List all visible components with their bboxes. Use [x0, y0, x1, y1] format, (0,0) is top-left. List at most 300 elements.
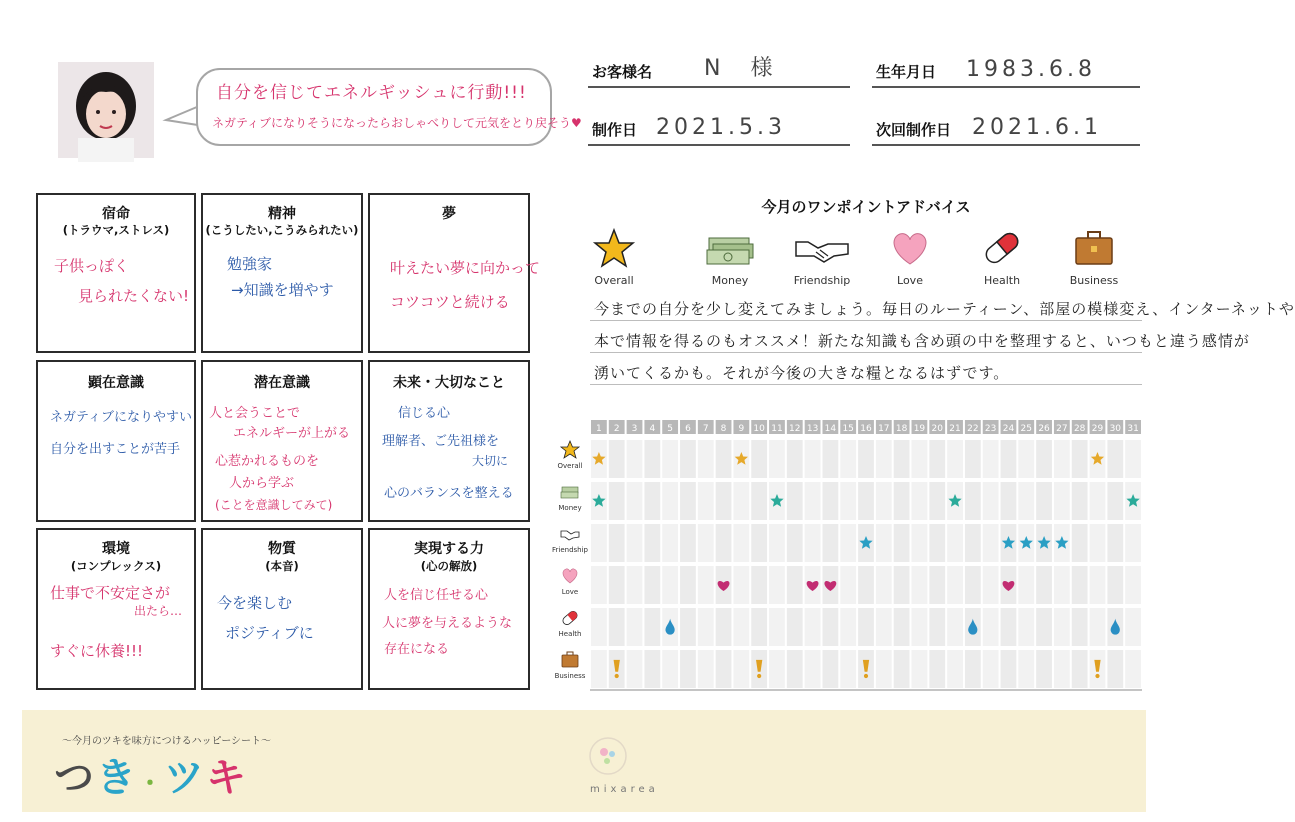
calendar-cell [1018, 608, 1034, 646]
calendar-cell [1125, 566, 1141, 604]
calendar-cell [787, 440, 803, 478]
box-seishin [201, 193, 363, 353]
customer-value: N 様 [704, 56, 777, 81]
calendar-cell [609, 524, 625, 562]
logo-char: つ [54, 755, 96, 801]
box-title: 物質 [268, 541, 296, 557]
day-number: 20 [931, 424, 943, 434]
day-number: 26 [1038, 424, 1050, 434]
calendar-cell [912, 482, 928, 520]
created-field [588, 114, 850, 146]
calendar-row-label [548, 650, 592, 680]
birthday-value: 1983.6.8 [966, 57, 1096, 82]
day-number: 23 [984, 424, 997, 434]
avatar [58, 62, 154, 158]
customer-label: お客様名 [592, 63, 653, 81]
calendar-row-label [548, 608, 592, 638]
box-note: →知識を増やす [231, 281, 334, 299]
calendar-cell [876, 524, 892, 562]
calendar-cell [983, 482, 999, 520]
calendar-cell [894, 650, 910, 688]
mixarea-logo-icon [588, 736, 628, 776]
calendar-cell [805, 440, 821, 478]
category-overall [574, 228, 654, 287]
calendar-cell [912, 524, 928, 562]
calendar-cell [787, 524, 803, 562]
calendar-cell [912, 650, 928, 688]
pill-icon [548, 608, 592, 630]
calendar-cell [662, 440, 678, 478]
exclaim-dot [1095, 674, 1099, 678]
calendar-cell [627, 650, 643, 688]
calendar-cell [858, 608, 874, 646]
category-label: Overall [594, 274, 634, 287]
calendar-cell [1036, 608, 1052, 646]
created-value: 2021.5.3 [656, 115, 786, 140]
calendar-cell [822, 440, 838, 478]
calendar-cell [698, 650, 714, 688]
advice-line-2: 本で情報を得るのもオススメ！新たな知識も含め頭の中を整理すると、いつもと違う感情が [594, 332, 1250, 350]
customer-field [588, 56, 850, 88]
box-note: 人から学ぶ [229, 476, 295, 491]
day-number: 10 [753, 424, 765, 434]
calendar-cell [1107, 566, 1123, 604]
calendar-cell [591, 524, 607, 562]
calendar-cell [876, 440, 892, 478]
calendar-cell [1054, 566, 1070, 604]
calendar-cell [751, 566, 767, 604]
calendar-cell [1054, 440, 1070, 478]
briefcase-icon [548, 650, 592, 672]
calendar-cell [1072, 524, 1088, 562]
calendar-cell [858, 482, 874, 520]
calendar-cell [769, 524, 785, 562]
handshake-icon [794, 228, 850, 268]
calendar-cell [805, 482, 821, 520]
calendar-cell [1090, 566, 1106, 604]
calendar-cell [716, 608, 732, 646]
calendar-cell [1001, 608, 1017, 646]
box-mirai [368, 360, 530, 522]
calendar-cell [680, 608, 696, 646]
next-label: 次回制作日 [876, 121, 952, 139]
calendar-cell [1036, 566, 1052, 604]
day-number: 21 [949, 424, 961, 434]
box-note: 理解者、ご先祖様を [382, 434, 500, 449]
category-health [962, 228, 1042, 287]
box-note: ポジティブに [225, 624, 314, 642]
footer-banner [22, 710, 1146, 812]
calendar-cell [840, 482, 856, 520]
calendar-cell [822, 608, 838, 646]
calendar-cell [929, 482, 945, 520]
box-busshitsu [201, 528, 363, 690]
star-icon [548, 440, 592, 462]
box-note: 人に夢を与えるような [382, 616, 513, 631]
box-subtitle: (本音) [265, 559, 299, 573]
day-number: 30 [1109, 424, 1122, 434]
day-number: 29 [1091, 424, 1104, 434]
box-title: 精神 [268, 206, 296, 222]
calendar-cell [965, 524, 981, 562]
calendar-cell [1107, 482, 1123, 520]
footer-logo [54, 746, 248, 803]
box-note: 勉強家 [227, 255, 273, 273]
calendar-row-label-text: Money [558, 504, 582, 512]
calendar-cell [840, 650, 856, 688]
box-senzai [201, 360, 363, 522]
calendar-cell [644, 524, 660, 562]
day-number: 9 [738, 424, 745, 434]
calendar-cell [751, 482, 767, 520]
calendar-cell [840, 566, 856, 604]
calendar-cell [947, 524, 963, 562]
day-number: 7 [702, 424, 709, 434]
calendar-cell [805, 608, 821, 646]
day-number: 22 [967, 424, 979, 434]
calendar-cell [627, 524, 643, 562]
day-number: 2 [613, 424, 620, 434]
brand-name: mixarea [590, 784, 659, 795]
category-label: Health [983, 274, 1021, 287]
calendar-cell [1072, 608, 1088, 646]
calendar-cell [680, 482, 696, 520]
heart-icon [888, 228, 932, 268]
calendar-row-label [548, 482, 592, 512]
day-number: 8 [720, 424, 727, 434]
heart-icon [548, 566, 592, 588]
calendar-cell [733, 524, 749, 562]
calendar-cell [1001, 482, 1017, 520]
calendar-cell [894, 566, 910, 604]
calendar-cell [1107, 650, 1123, 688]
money-icon [548, 482, 592, 504]
calendar-cell [787, 650, 803, 688]
calendar-cell [698, 608, 714, 646]
calendar-cell [1125, 650, 1141, 688]
calendar-cell [894, 440, 910, 478]
day-number: 18 [895, 424, 908, 434]
calendar-cell [716, 440, 732, 478]
box-title: 未来・大切なこと [393, 375, 505, 391]
calendar-cell [965, 650, 981, 688]
calendar-cell [858, 440, 874, 478]
calendar-cell [1125, 608, 1141, 646]
advice-line-3: 湧いてくるかも。それが今後の大きな糧となるはずです。 [594, 364, 1010, 382]
day-number: 13 [806, 424, 819, 434]
birthday-label: 生年月日 [876, 63, 937, 81]
calendar-cell [965, 566, 981, 604]
calendar-cell [840, 524, 856, 562]
calendar-cell [805, 650, 821, 688]
calendar-row-label-text: Love [561, 588, 579, 596]
calendar-cell [1001, 440, 1017, 478]
calendar-cell [662, 524, 678, 562]
pill-icon [980, 228, 1024, 268]
category-business [1054, 228, 1134, 287]
calendar-cell [1090, 608, 1106, 646]
calendar-cell [591, 608, 607, 646]
box-note: コツコツと続ける [390, 293, 510, 311]
box-title: 潜在意識 [254, 375, 310, 391]
calendar-cell [644, 650, 660, 688]
calendar-cell [662, 482, 678, 520]
advice-title: 今月のワンポイントアドバイス [761, 198, 971, 216]
box-note: 叶えたい夢に向かって [390, 259, 541, 277]
box-subtitle: (コンプレックス) [70, 559, 162, 573]
calendar-cell [840, 440, 856, 478]
calendar-cell [751, 524, 767, 562]
next-value: 2021.6.1 [972, 115, 1102, 140]
box-note: 人を信じ任せる心 [384, 588, 489, 603]
box-title: 夢 [442, 206, 456, 222]
calendar-cell [894, 482, 910, 520]
calendar-cell [698, 482, 714, 520]
calendar-cell [1107, 524, 1123, 562]
calendar-row-label-text: Overall [557, 462, 583, 470]
footer-subtitle: 〜今月のツキを味方につけるハッピーシート〜 [62, 736, 271, 747]
calendar-cell [609, 440, 625, 478]
calendar-cell [769, 608, 785, 646]
calendar-cell [644, 482, 660, 520]
logo-char: ツ [164, 755, 206, 801]
calendar-cell [1072, 566, 1088, 604]
birthday-field [872, 56, 1140, 88]
calendar-cell [609, 566, 625, 604]
calendar-cell [733, 566, 749, 604]
exclaim-dot [615, 674, 619, 678]
box-note: (ことを意識してみて) [215, 498, 333, 512]
money-icon [705, 228, 755, 268]
calendar-cell [769, 566, 785, 604]
calendar-cell [1072, 440, 1088, 478]
calendar-cell [965, 482, 981, 520]
calendar-cell [716, 482, 732, 520]
calendar-cell [751, 608, 767, 646]
day-number: 4 [649, 424, 656, 434]
calendar-cell [1036, 440, 1052, 478]
briefcase-icon [1072, 228, 1116, 268]
calendar-cell [591, 650, 607, 688]
calendar-cell [716, 650, 732, 688]
calendar-row-label [548, 524, 592, 554]
category-label: Friendship [793, 274, 851, 287]
advice-rule [590, 320, 1142, 321]
day-number: 15 [842, 424, 854, 434]
calendar-cell [840, 608, 856, 646]
day-number: 14 [824, 424, 837, 434]
day-number: 16 [860, 424, 872, 434]
calendar-cell [876, 566, 892, 604]
calendar-cell [698, 524, 714, 562]
logo-char: キ [206, 755, 248, 801]
calendar-cell [983, 440, 999, 478]
calendar-cell [1036, 482, 1052, 520]
calendar-cell [805, 524, 821, 562]
day-number: 6 [685, 424, 691, 434]
box-note: 子供っぽく [54, 257, 130, 275]
day-number: 19 [913, 424, 926, 434]
calendar-cell [1090, 482, 1106, 520]
speech-line-1: 自分を信じてエネルギッシュに行動!!! [216, 83, 527, 103]
calendar-cell [769, 440, 785, 478]
star-icon [592, 228, 636, 268]
calendar-cell [876, 482, 892, 520]
calendar-row-label [548, 440, 592, 470]
calendar-cell [680, 440, 696, 478]
exclaim-dot [757, 674, 761, 678]
calendar-cell [751, 440, 767, 478]
box-note: 自分を出すことが苦手 [50, 442, 181, 457]
day-number: 5 [667, 424, 673, 434]
calendar-cell [1018, 566, 1034, 604]
calendar-cell [983, 524, 999, 562]
category-money [690, 228, 770, 287]
day-number: 3 [631, 424, 638, 434]
calendar-cell [1018, 440, 1034, 478]
box-jitsugen [368, 528, 530, 690]
calendar-cell [627, 608, 643, 646]
calendar-cell [591, 566, 607, 604]
calendar-cell [894, 524, 910, 562]
calendar-cell [858, 566, 874, 604]
box-note: 大切に [472, 454, 509, 468]
box-note: ネガティブになりやすい [50, 410, 192, 425]
calendar-cell [1072, 482, 1088, 520]
fortune-calendar [590, 420, 1142, 692]
calendar-cell [876, 608, 892, 646]
calendar-cell [983, 566, 999, 604]
calendar-cell [947, 440, 963, 478]
logo-char: ・ [138, 769, 164, 797]
box-note: 心惹かれるものを [215, 454, 320, 469]
box-yume [368, 193, 541, 353]
calendar-cell [698, 566, 714, 604]
calendar-cell [912, 608, 928, 646]
created-label: 制作日 [592, 121, 638, 139]
box-note: 見られたくない! [78, 287, 190, 305]
handshake-icon [548, 524, 592, 546]
calendar-cell [662, 650, 678, 688]
calendar-cell [876, 650, 892, 688]
calendar-cell [1090, 524, 1106, 562]
calendar-cell [912, 440, 928, 478]
calendar-cell [947, 608, 963, 646]
calendar-cell [627, 482, 643, 520]
calendar-cell [644, 440, 660, 478]
calendar-cell [662, 566, 678, 604]
box-title: 顕在意識 [88, 375, 144, 391]
box-title: 環境 [102, 541, 130, 557]
calendar-cell [733, 482, 749, 520]
calendar-cell [1018, 650, 1034, 688]
calendar-cell [1072, 650, 1088, 688]
calendar-cell [787, 566, 803, 604]
box-note: 今を楽しむ [217, 594, 293, 612]
category-label: Business [1069, 274, 1119, 287]
calendar-cell [929, 524, 945, 562]
calendar-cell [1125, 440, 1141, 478]
calendar-cell [1125, 524, 1141, 562]
calendar-cell [965, 440, 981, 478]
speech-line-2: ネガティブになりそうになったらおしゃべりして元気をとり戻そう♥ [212, 116, 582, 130]
calendar-cell [733, 650, 749, 688]
box-shukumei [36, 193, 196, 353]
calendar-cell [1054, 650, 1070, 688]
calendar-row-label-text: Friendship [552, 546, 588, 554]
box-note: 人と会うことで [209, 406, 301, 421]
calendar-cell [983, 608, 999, 646]
advice-rule [590, 384, 1142, 385]
next-field [872, 114, 1140, 146]
logo-char: き [96, 755, 138, 801]
box-note: 信じる心 [398, 406, 451, 421]
day-number: 17 [878, 424, 890, 434]
calendar-cell [1018, 482, 1034, 520]
day-number: 24 [1002, 424, 1015, 434]
calendar-row-label-text: Health [558, 630, 582, 638]
calendar-cell [680, 650, 696, 688]
box-title: 実現する力 [414, 541, 484, 557]
calendar-cell [947, 650, 963, 688]
box-subtitle: (こうしたい,こうみられたい) [205, 223, 359, 237]
calendar-cell [627, 440, 643, 478]
box-note: すぐに休養!!! [50, 642, 144, 660]
calendar-cell [769, 650, 785, 688]
calendar-cell [680, 566, 696, 604]
box-note: エネルギーが上がる [233, 426, 351, 441]
speech-bubble [196, 68, 582, 146]
calendar-cell [787, 608, 803, 646]
calendar-cell [733, 608, 749, 646]
calendar-cell [1036, 650, 1052, 688]
day-number: 1 [596, 424, 602, 434]
box-note: 仕事で不安定さが [50, 584, 171, 602]
box-note: 存在になる [384, 642, 450, 657]
calendar-cell [929, 650, 945, 688]
day-number: 27 [1056, 424, 1068, 434]
calendar-cell [1054, 608, 1070, 646]
box-title: 宿命 [102, 206, 130, 222]
calendar-cell [912, 566, 928, 604]
day-number: 25 [1020, 424, 1032, 434]
day-number: 28 [1073, 424, 1086, 434]
calendar-cell [609, 608, 625, 646]
calendar-cell [929, 440, 945, 478]
calendar-cell [983, 650, 999, 688]
calendar-cell [894, 608, 910, 646]
calendar-cell [1054, 482, 1070, 520]
box-subtitle: (心の解放) [420, 559, 478, 573]
category-love [870, 228, 950, 287]
box-kenzai [36, 360, 196, 522]
box-subtitle: (トラウマ,ストレス) [62, 223, 170, 237]
day-number: 31 [1127, 424, 1139, 434]
category-label: Money [711, 274, 749, 287]
category-label: Love [897, 274, 923, 287]
box-kankyo [36, 528, 196, 690]
calendar-cell [680, 524, 696, 562]
calendar-cell [644, 608, 660, 646]
advice-rule [590, 352, 1142, 353]
calendar-cell [929, 608, 945, 646]
advice-line-1: 今までの自分を少し変えてみましょう。毎日のルーティーン、部屋の模様変え、インターネットや [594, 300, 1295, 318]
calendar-cell [822, 524, 838, 562]
calendar-cell [787, 482, 803, 520]
calendar-cell [609, 482, 625, 520]
calendar-row-label [548, 566, 592, 596]
calendar-cell [716, 524, 732, 562]
